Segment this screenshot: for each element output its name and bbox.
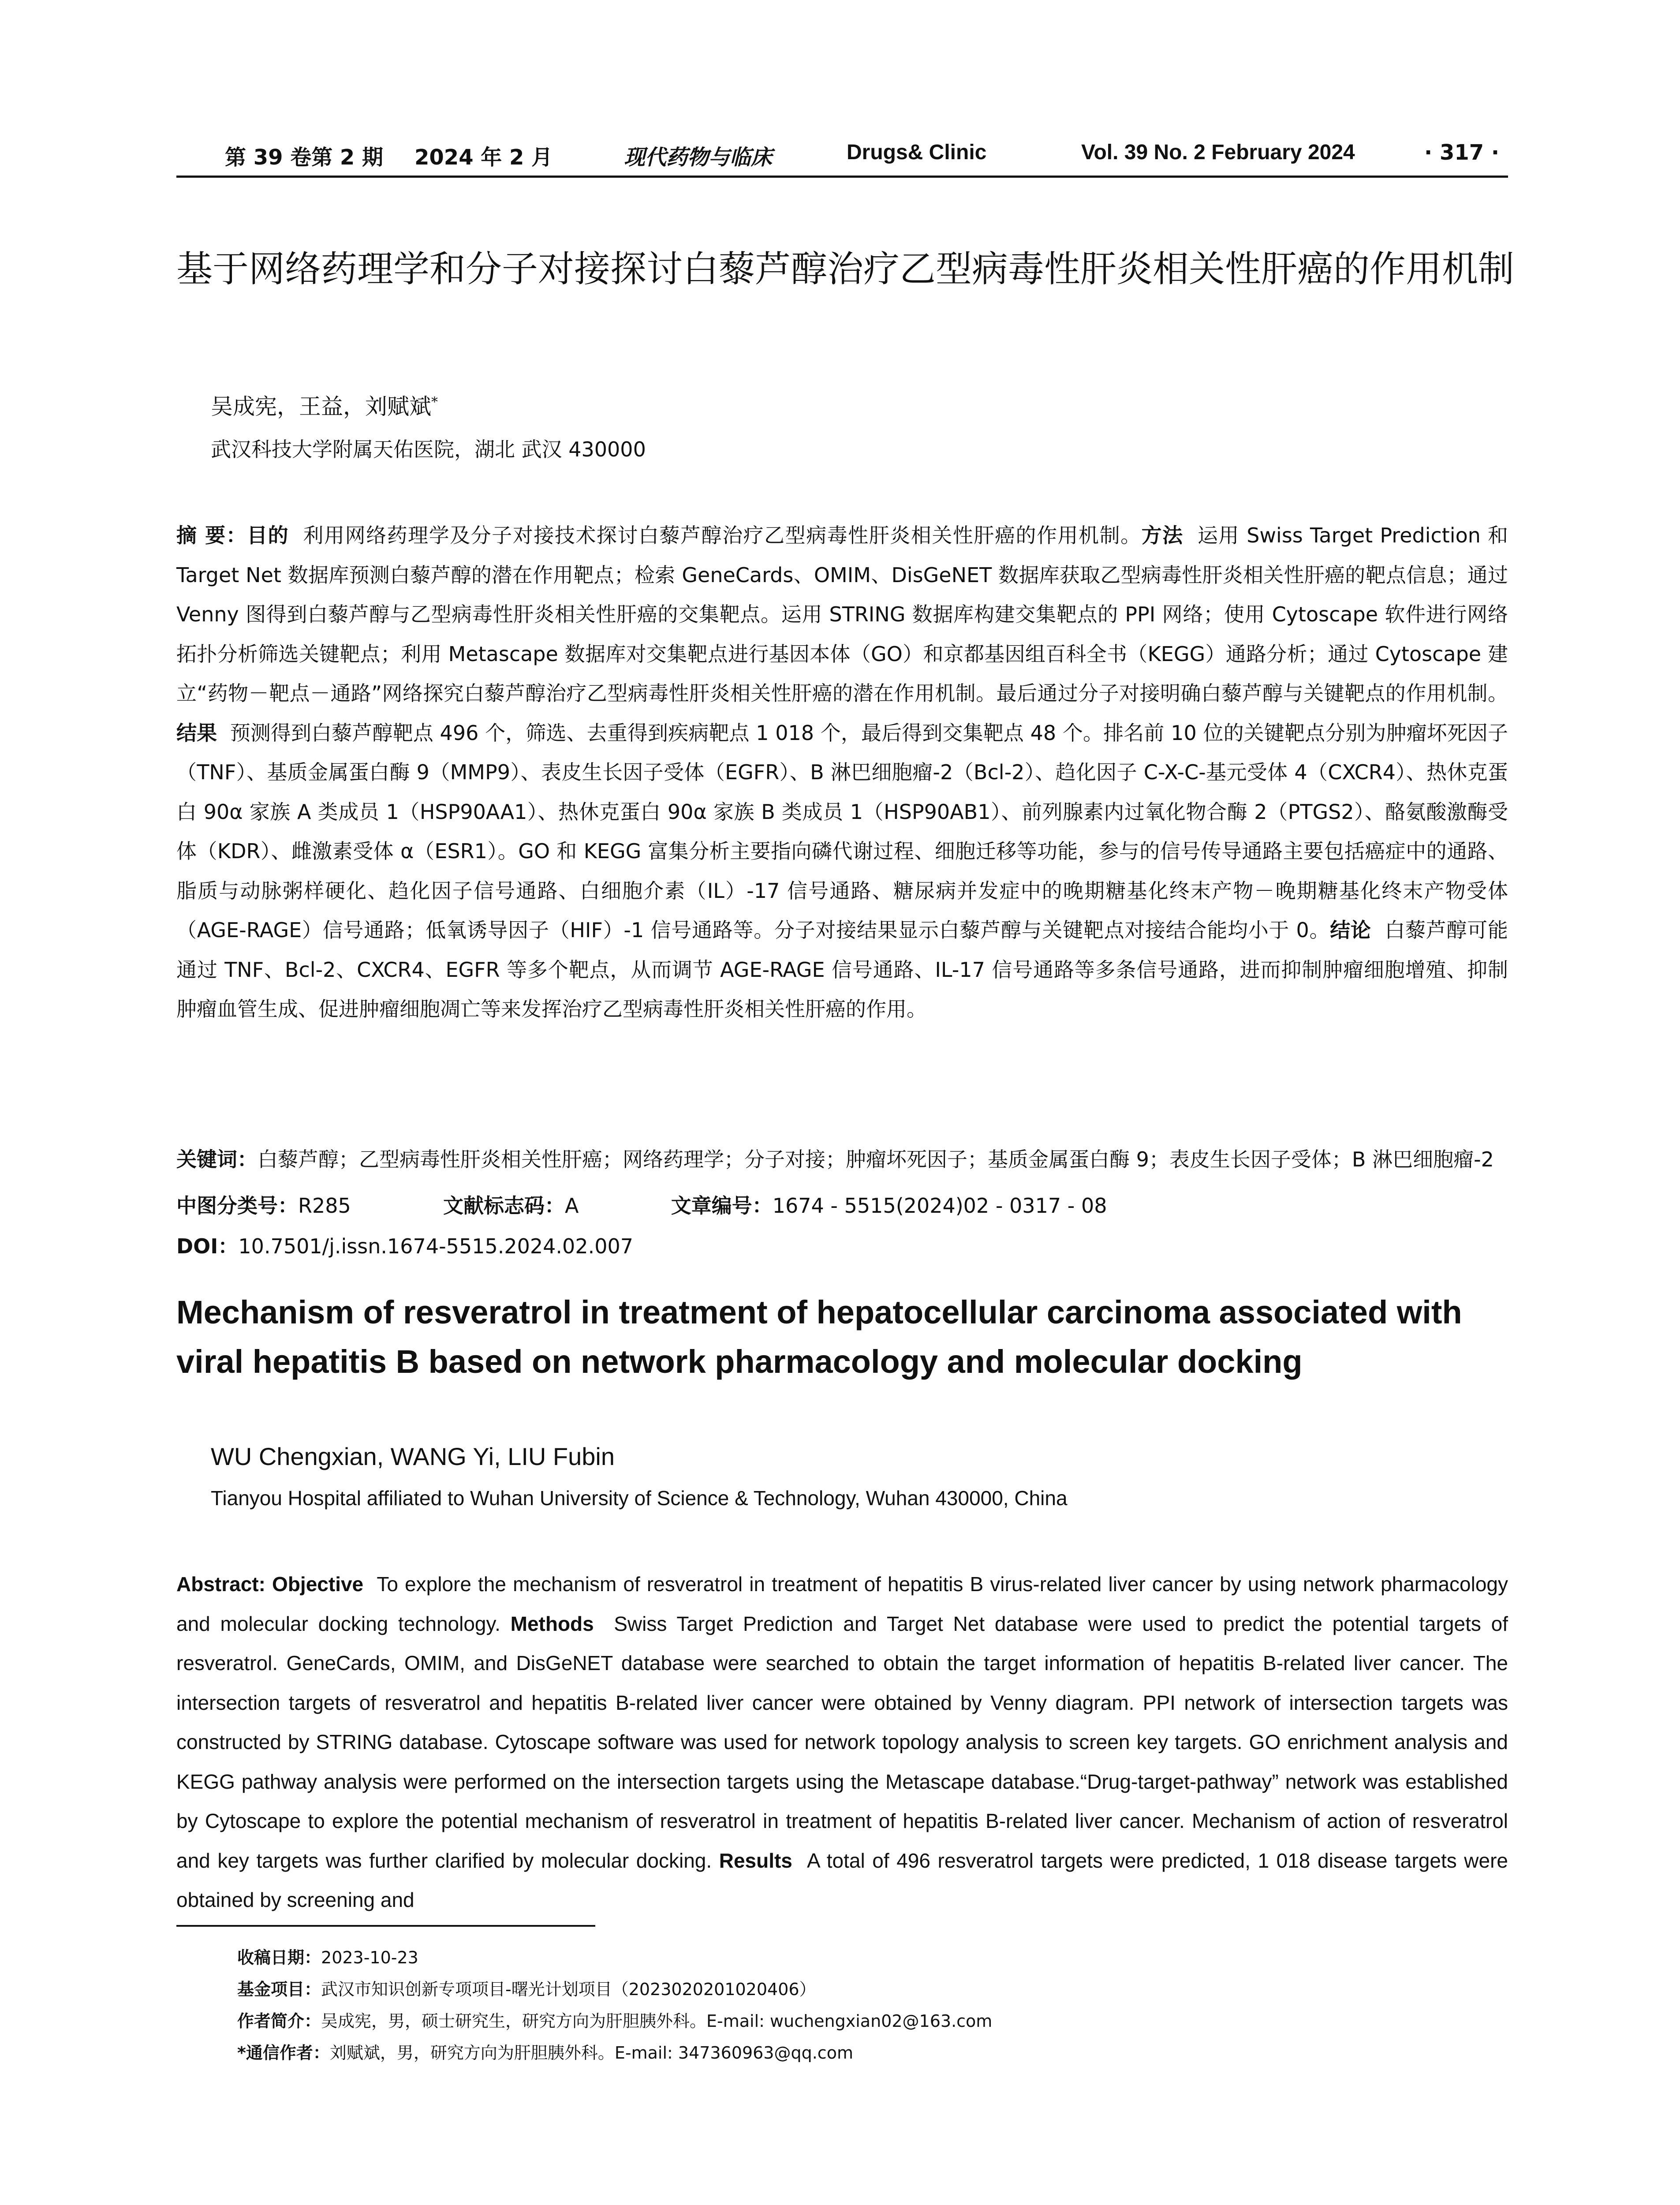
cn-corresponding-mark: *: [431, 394, 438, 410]
en-abstract-label: Abstract:: [176, 1573, 265, 1596]
cn-results: 预测得到白藜芦醇靶点 496 个，筛选、去重得到疾病靶点 1 018 个，最后得到交集靶点 48 个。排名前 10 位的关键靶点分别为肿瘤坏死因子（TNF）、基质金属蛋白酶 9（MMP9）、表皮生长因子受体（EGFR）、B 淋巴细胞瘤-2（Bcl-2）、趋化因子 C-X-C-基元受体 4（CXCR4）、热休克蛋白 90α 家族 A 类成员 1（HSP90AA1）、热休克蛋白 90α 家族 B 类成员 1（HSP90AB1）、前列腺素内过氧化物合酶 2（PTGS2）、酪氨酸激酶受体（KDR）、雌激素受体 α（ESR1）。GO 和 KEGG 富集分析主要指向磷代谢过程、细胞迁移等功能，参与的信号传导通路主要包括癌症中的通路、脂质与动脉粥样硬化、趋化因子信号通路、白细胞介素（IL）-17 信号通路、糖尿病并发症中的晚期糖基化终末产物－晚期糖基化终末产物受体（AGE-RAGE）信号通路；低氧诱导因子（HIF）-1 信号通路等。分子对接结果显示白藜芦醇与关键靶点对接结合能均小于 0。: [176, 721, 1508, 942]
cn-author-names: 吴成宪，王益，刘赋斌: [211, 394, 431, 419]
clc-label: 中图分类号：: [176, 1194, 298, 1218]
footnote-received: [237, 1944, 418, 1968]
header-journal-cn: 现代药物与临床: [624, 145, 773, 170]
en-objective-label: Objective: [272, 1573, 364, 1596]
doi-line: [176, 1230, 633, 1259]
fund-label: 基金项目：: [237, 1980, 321, 1999]
running-header: [176, 140, 1508, 171]
cn-affiliation: 武汉科技大学附属天佑医院，湖北 武汉 430000: [211, 437, 646, 461]
en-results: A total of 496 resveratrol targets were predicted, 1 018 disease targets were obtained by screening and: [176, 1849, 1508, 1911]
cn-keywords-text: 白藜芦醇；乙型病毒性肝炎相关性肝癌；网络药理学；分子对接；肿瘤坏死因子；基质金属蛋白酶 9；表皮生长因子受体；B 淋巴细胞瘤-2: [258, 1147, 1494, 1171]
cn-objective-label: 目的: [247, 523, 289, 547]
cn-results-label: 结果: [176, 721, 217, 745]
header-issue-cn: 第 39 卷第 2 期: [225, 145, 384, 170]
cn-authors: [211, 389, 438, 421]
en-methods: Swiss Target Prediction and Target Net database were used to predict the potential targets of resveratrol. GeneCards, OMIM, and DisGeNET database were searched to obtain the target information of hepatitis B-related liver cancer. The intersection targets of resveratrol and hepatitis B-related liver cancer were obtained by Venny diagram. PPI network of intersection targets was constructed by STRING database. Cytoscape software was used for network topology analysis to screen key targets. GO enrichment analysis and KEGG pathway analysis were performed on the intersection targets using the Metascape database.“Drug-target-pathway” network was established by Cytoscape to explore the potential mechanism of resveratrol in treatment of hepatitis B-related liver cancer. Mechanism of action of resveratrol and key targets was further clarified by molecular docking.: [176, 1612, 1508, 1872]
en-abstract: [176, 1565, 1508, 1920]
footnote-fund: [237, 1976, 816, 2000]
cn-classification: [176, 1190, 1107, 1219]
cn-conclusion: 白藜芦醇可能通过 TNF、Bcl-2、CXCR4、EGFR 等多个靶点，从而调节 AGE-RAGE 信号通路、IL-17 信号通路等多条信号通路，进而抑制肿瘤细胞增殖、抑制肿瘤血管生成、促进肿瘤细胞凋亡等来发挥治疗乙型病毒性肝炎相关性肝癌的作用。: [176, 918, 1508, 1021]
doc-code-value: A: [565, 1194, 579, 1218]
cn-abstract-label: 摘 要：: [176, 523, 247, 547]
cn-objective: 利用网络药理学及分子对接技术探讨白藜芦醇治疗乙型病毒性肝炎相关性肝癌的作用机制。: [303, 523, 1142, 547]
en-methods-label: Methods: [510, 1612, 594, 1635]
en-authors: WU Chengxian, WANG Yi, LIU Fubin: [211, 1443, 615, 1470]
cn-methods-label: 方法: [1141, 523, 1183, 547]
received-label: 收稿日期：: [237, 1948, 321, 1967]
header-journal-en: Drugs& Clinic: [847, 141, 987, 164]
footnote-author-bio: [237, 2007, 992, 2032]
cn-keywords-label: 关键词：: [176, 1147, 258, 1171]
header-rule: [176, 176, 1508, 178]
en-title: Mechanism of resveratrol in treatment of hepatocellular carcinoma associated with viral hepatitis B based on network pharmacology and molecular docking: [176, 1294, 1462, 1380]
footnote-rule: [176, 1925, 595, 1927]
footnote-corresponding: [237, 2039, 853, 2063]
en-objective: To explore the mechanism of resveratrol in treatment of hepatitis B virus-related liver cancer by using network pharmacology and molecular docking technology.: [176, 1573, 1508, 1635]
en-results-label: Results: [719, 1849, 792, 1872]
cn-keywords: [176, 1140, 1508, 1180]
corresponding-label: *通信作者：: [237, 2043, 330, 2063]
cn-methods: 运用 Swiss Target Prediction 和 Target Net 数据库预测白藜芦醇的潜在作用靶点；检索 GeneCards、OMIM、DisGeNET 数据库获取乙型病毒性肝炎相关性肝癌的靶点信息；通过 Venny 图得到白藜芦醇与乙型病毒性肝炎相关性肝癌的交集靶点。运用 STRING 数据库构建交集靶点的 PPI 网络；使用 Cytoscape 软件进行网络拓扑分析筛选关键靶点；利用 Metascape 数据库对交集靶点进行基因本体（GO）和京都基因组百科全书（KEGG）通路分析；通过 Cytoscape 建立“药物－靶点－通路”网络探究白藜芦醇治疗乙型病毒性肝炎相关性肝癌的潜在作用机制。最后通过分子对接明确白藜芦醇与关键靶点的作用机制。: [176, 523, 1508, 705]
cn-conclusion-label: 结论: [1330, 918, 1371, 942]
doi-label: DOI：: [176, 1234, 239, 1258]
clc-value: R285: [298, 1194, 351, 1218]
fund-text: 武汉市知识创新专项项目-曙光计划项目（2023020201020406）: [321, 1980, 816, 1999]
author-bio-text: 吴成宪，男，硕士研究生，研究方向为肝胆胰外科。E-mail: wuchengxian02@163.com: [321, 2011, 993, 2031]
header-date-cn: 2024 年 2 月: [414, 145, 553, 170]
corresponding-text: 刘赋斌，男，研究方向为肝胆胰外科。E-mail: 347360963@qq.com: [329, 2043, 853, 2063]
article-no-label: 文章编号：: [671, 1194, 773, 1218]
cn-abstract: [176, 516, 1508, 1029]
cn-title: 基于网络药理学和分子对接探讨白藜芦醇治疗乙型病毒性肝炎相关性肝癌的作用机制: [176, 248, 1515, 290]
doc-code-label: 文献标志码：: [443, 1194, 565, 1218]
header-page-number: · 317 ·: [1424, 140, 1500, 165]
article-no-value: 1674 - 5515(2024)02 - 0317 - 08: [772, 1194, 1107, 1218]
header-issue-en: Vol. 39 No. 2 February 2024: [1081, 141, 1355, 164]
doi-value: 10.7501/j.issn.1674-5515.2024.02.007: [238, 1234, 634, 1258]
en-affiliation: Tianyou Hospital affiliated to Wuhan University of Science & Technology, Wuhan 430000, China: [211, 1487, 1068, 1510]
received-date: 2023-10-23: [321, 1948, 418, 1967]
author-bio-label: 作者简介：: [237, 2011, 321, 2031]
